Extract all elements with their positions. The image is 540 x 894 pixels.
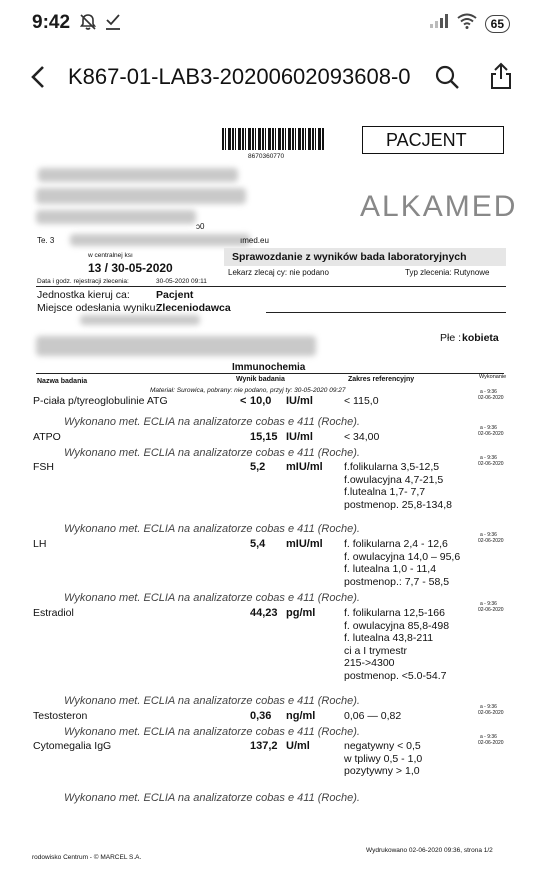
reference-range-line: f. owulacyjna 14,0 – 95,6: [344, 550, 461, 563]
wifi-icon: [457, 13, 477, 34]
col-test-header: Nazwa badania: [37, 378, 88, 385]
test-name: Testosteron: [33, 710, 88, 722]
search-icon[interactable]: [434, 64, 460, 95]
redacted-area: [36, 210, 196, 224]
reference-range-line: 215->4300: [344, 657, 395, 669]
redacted-area: [80, 315, 200, 325]
result-value: 0,36: [250, 710, 272, 722]
order-date-label: Data i godz. rejestracji zlecenia:: [37, 278, 129, 285]
execution-date: 02-06-2020: [478, 740, 504, 746]
execution-date: 02-06-2020: [478, 395, 504, 401]
reference-range-line: 0,06 — 0,82: [344, 710, 402, 722]
unit-value: Pacjent: [156, 289, 194, 301]
lab-report-document: [0, 112, 540, 894]
method-note: Wykonano met. ECLIA na analizatorze cobas e 411 (Roche).: [64, 695, 360, 707]
report-title: Sprawozdanie z wyników bada laboratoryjnych: [232, 251, 467, 263]
reference-range-line: f. folikularna 12,5-166: [344, 607, 445, 619]
contact-fragment: Te. 3: [37, 236, 55, 245]
test-name: Estradiol: [33, 607, 74, 619]
check-download-icon: [104, 12, 122, 37]
result-unit: pg/ml: [286, 607, 316, 619]
execution-stamp: a - 9:36: [480, 455, 497, 461]
result-unit: mIU/ml: [286, 461, 323, 473]
order-date-value: 30-05-2020 09:11: [156, 278, 207, 285]
test-name: ATPO: [33, 431, 61, 443]
divider: [266, 312, 506, 313]
test-name: P-ciała p/tyreoglobulinie ATG: [33, 395, 168, 407]
execution-date: 02-06-2020: [478, 538, 504, 544]
result-unit: IU/ml: [286, 431, 313, 443]
status-time: 9:42: [32, 12, 71, 33]
execution-date: 02-06-2020: [478, 607, 504, 613]
reference-range-line: pozytywny > 1,0: [344, 765, 420, 777]
result-unit: IU/ml: [286, 395, 313, 407]
central-fragment: w centralnej ksı: [88, 252, 133, 259]
reference-range-line: postmenop.: 7,7 - 58,5: [344, 575, 450, 588]
unit-label: Jednostka kieruj ca:: [37, 289, 130, 301]
result-value: 137,2: [250, 740, 278, 752]
barcode-number: 8670360770: [248, 153, 285, 160]
execution-date: 02-06-2020: [478, 431, 504, 437]
redacted-area: [70, 234, 250, 246]
battery-indicator: 65: [485, 15, 510, 33]
result-value: 15,15: [250, 431, 278, 443]
ordering-doctor: Lekarz zlecaj cy: nie podano: [228, 268, 329, 277]
reference-range-line: f.folikularna 3,5-12,5: [344, 461, 440, 473]
test-name: LH: [33, 538, 47, 550]
redacted-area: [38, 168, 238, 182]
col-range-header: Zakres referencyjny: [348, 376, 415, 383]
method-note: Wykonano met. ECLIA na analizatorze cobas e 411 (Roche).: [64, 523, 360, 535]
method-note: Wykonano met. ECLIA na analizatorze cobas e 411 (Roche).: [64, 592, 360, 604]
barcode: [222, 128, 324, 150]
order-number: 13 / 30-05-2020: [88, 261, 173, 275]
test-name: Cytomegalia IgG: [33, 740, 112, 752]
execution-stamp: a - 9:36: [480, 389, 497, 395]
app-bar: [0, 50, 540, 106]
share-icon[interactable]: [489, 62, 513, 95]
reference-range-line: postmenop. <5.0-54.7: [344, 669, 447, 682]
dest-value: Zleceniodawca: [156, 302, 231, 314]
reference-range-line: < 115,0: [344, 395, 379, 407]
col-done-header: Wykonanie: [479, 374, 507, 380]
method-note: Wykonano met. ECLIA na analizatorze cobas e 411 (Roche).: [64, 416, 360, 428]
contact-fragment: ımed.eu: [240, 236, 269, 245]
sex-value: kobieta: [462, 332, 499, 344]
alkamed-logo: ALKAMED: [360, 190, 518, 223]
execution-stamp: a - 9:36: [480, 601, 497, 607]
reference-range-line: f.owulacyjna 4,7-21,5: [344, 473, 444, 486]
notifications-off-icon: [78, 12, 98, 37]
result-value: 5,4: [250, 538, 266, 550]
material-info: Materiał: Surowica, pobrany: nie podano, przyj ty: 30-05-2020 09:27: [150, 387, 346, 394]
redacted-area: [36, 188, 246, 204]
result-unit: U/ml: [286, 740, 310, 752]
execution-stamp: a - 9:36: [480, 734, 497, 740]
method-note: Wykonano met. ECLIA na analizatorze cobas e 411 (Roche).: [64, 447, 360, 459]
divider: [36, 373, 504, 374]
execution-date: 02-06-2020: [478, 710, 504, 716]
reference-range-line: < 34,00: [344, 431, 380, 443]
dest-label: Miejsce odesłania wyniku:: [37, 302, 159, 314]
back-arrow-icon[interactable]: [28, 64, 48, 95]
sex-label: Płe :: [440, 332, 462, 344]
reference-range-line: f. folikularna 2,4 - 12,6: [344, 538, 448, 550]
reference-range-line: w tpliwy 0,5 - 1,0: [344, 752, 423, 765]
test-name: FSH: [33, 461, 54, 473]
execution-stamp: a - 9:36: [480, 532, 497, 538]
reference-range-line: ci a I trymestr: [344, 644, 408, 657]
result-value: 5,2: [250, 461, 266, 473]
reference-range-line: postmenop. 25,8-134,8: [344, 498, 452, 511]
signal-icon: [429, 13, 449, 34]
method-note: Wykonano met. ECLIA na analizatorze cobas e 411 (Roche).: [64, 726, 360, 738]
status-bar: [0, 0, 540, 48]
contact-fragment: ɔ0: [196, 222, 205, 231]
result-value: 10,0: [250, 395, 272, 407]
redacted-area: [36, 336, 316, 356]
execution-stamp: a - 9:36: [480, 704, 497, 710]
col-result-header: Wynik badania: [236, 376, 285, 383]
order-type: Typ zlecenia: Rutynowe: [405, 268, 490, 277]
section-title: Immunochemia: [232, 362, 306, 373]
result-prefix: <: [240, 395, 247, 407]
divider: [36, 286, 506, 287]
reference-range-line: f.lutealna 1,7- 7,7: [344, 486, 426, 498]
execution-date: 02-06-2020: [478, 461, 504, 467]
execution-stamp: a - 9:36: [480, 425, 497, 431]
method-note: Wykonano met. ECLIA na analizatorze cobas e 411 (Roche).: [64, 792, 360, 804]
reference-range-line: f. lutealna 43,8-211: [344, 632, 434, 644]
result-unit: ng/ml: [286, 710, 316, 722]
reference-range-line: negatywny < 0,5: [344, 740, 421, 752]
footer-right: Wydrukowano 02-06-2020 09:36, strona 1/2: [366, 847, 493, 854]
document-title: K867-01-LAB3-20200602093608-0: [68, 64, 411, 89]
footer-left: rodowisko Centrum - © MARCEL S.A.: [32, 854, 142, 861]
result-unit: mIU/ml: [286, 538, 323, 550]
result-value: 44,23: [250, 607, 278, 619]
reference-range-line: f. lutealna 1,0 - 11,4: [344, 563, 437, 575]
reference-range-line: f. owulacyjna 85,8-498: [344, 619, 450, 632]
pacjent-stamp: PACJENT: [386, 130, 467, 150]
